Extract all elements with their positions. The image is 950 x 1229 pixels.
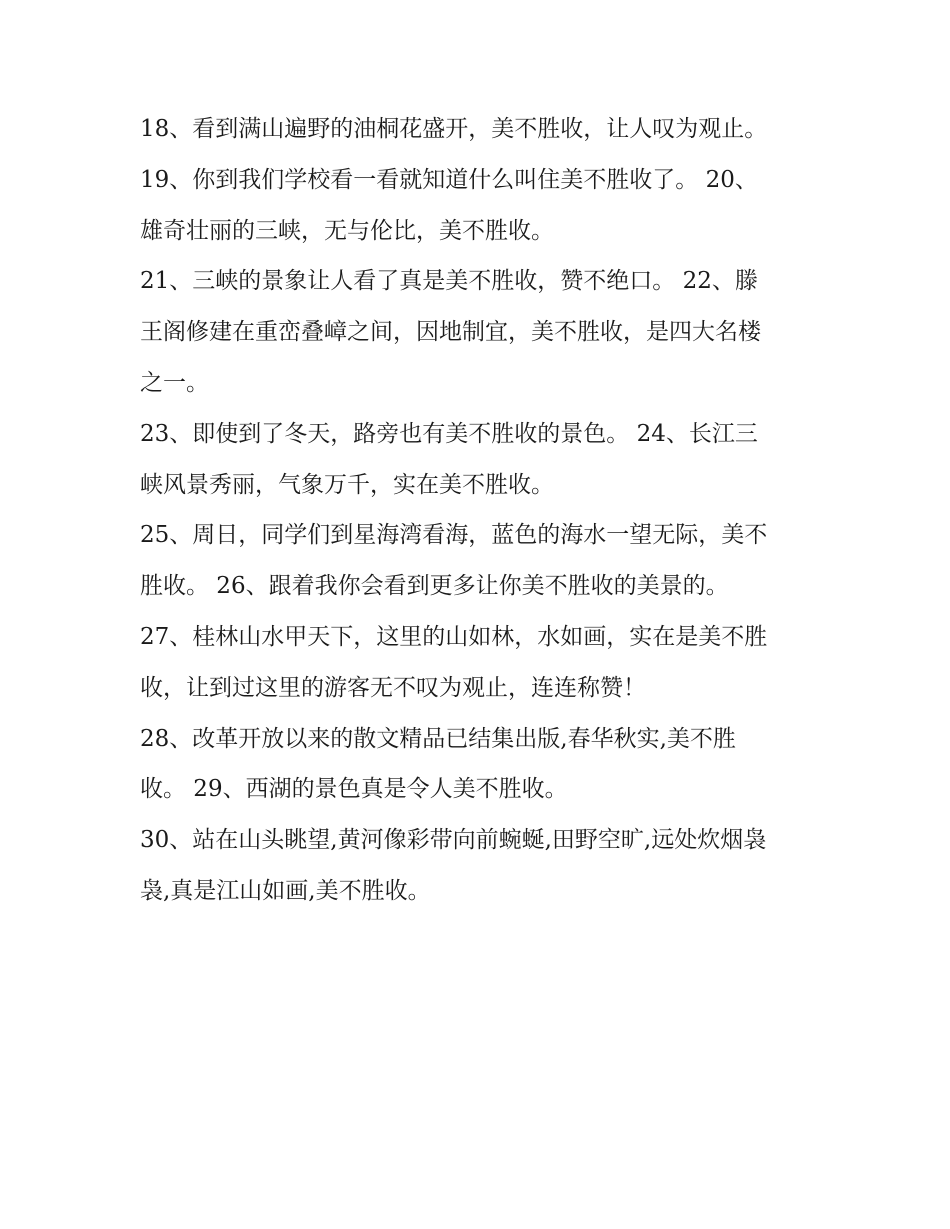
text-line: 峡风景秀丽，气象万千，实在美不胜收。 (140, 471, 554, 498)
text-line: 胜收。 26、跟着我你会看到更多让你美不胜收的美景的。 (140, 573, 729, 600)
text-line: 王阁修建在重峦叠嶂之间，因地制宜，美不胜收，是四大名楼 (140, 319, 761, 346)
text-line: 雄奇壮丽的三峡，无与伦比，美不胜收。 (140, 217, 554, 244)
text-line: 27、桂林山水甲天下，这里的山如林，水如画，实在是美不胜 (140, 623, 768, 650)
text-line: 之一。 (140, 369, 209, 396)
text-line: 28、改革开放以来的散文精品已结集出版,春华秋实,美不胜 (140, 725, 736, 752)
text-line: 23、即使到了冬天，路旁也有美不胜收的景色。 24、长江三 (140, 420, 758, 447)
text-line: 21、三峡的景象让人看了真是美不胜收，赞不绝口。 22、滕 (140, 268, 758, 295)
text-line: 袅,真是江山如画,美不胜收。 (140, 877, 431, 904)
text-line: 18、看到满山遍野的油桐花盛开，美不胜收，让人叹为观止。 (140, 116, 768, 142)
text-line: 19、你到我们学校看一看就知道什么叫住美不胜收了。 20、 (140, 166, 758, 193)
text-line: 30、站在山头眺望,黄河像彩带向前蜿蜒,田野空旷,远处炊烟袅 (140, 827, 767, 854)
text-line: 收，让到过这里的游客无不叹为观止，连连称赞！ (140, 674, 646, 701)
text-line: 收。 29、西湖的景色真是令人美不胜收。 (140, 776, 568, 803)
body-text (140, 104, 830, 917)
text-line: 25、周日，同学们到星海湾看海，蓝色的海水一望无际，美不 (140, 522, 768, 549)
